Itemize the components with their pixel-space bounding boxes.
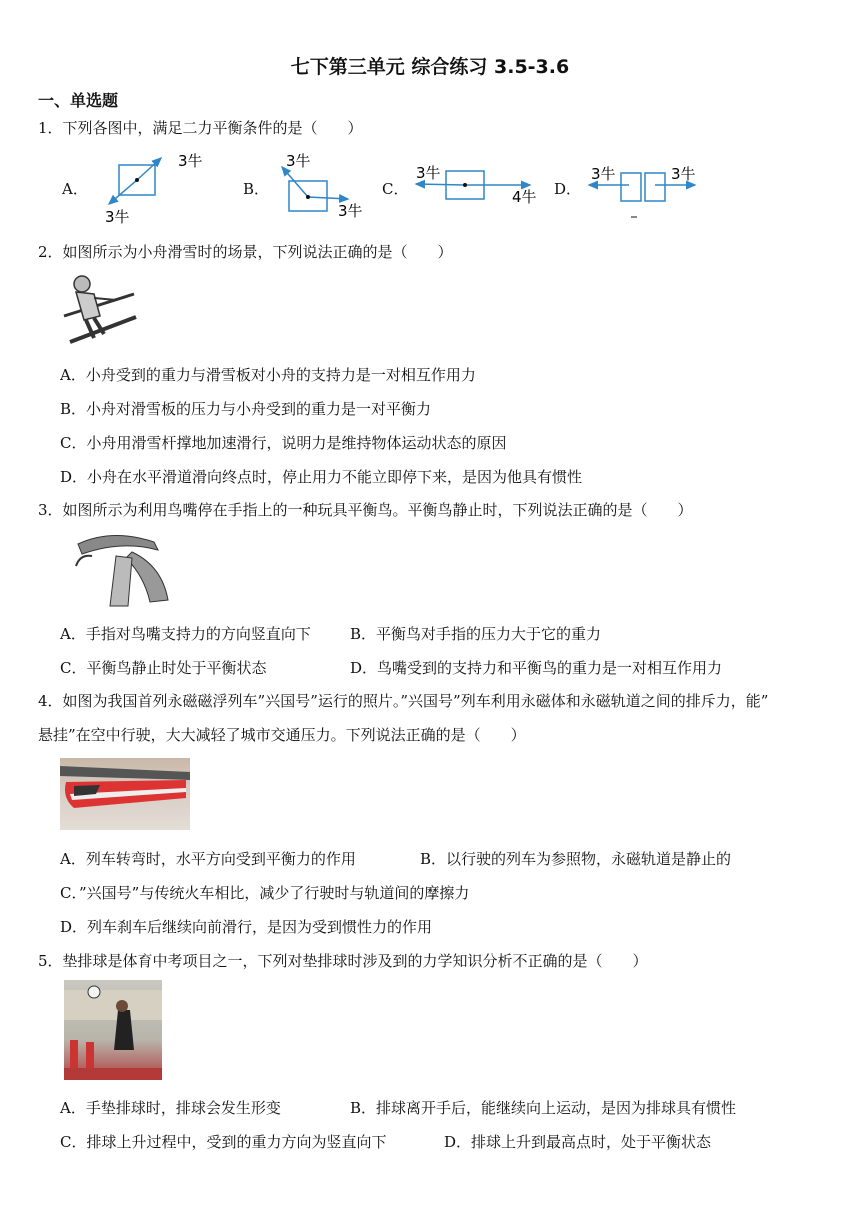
q2-option-d: D．小舟在水平滑道滑向终点时，停止用力不能立即停下来，是因为他具有惯性 bbox=[60, 468, 583, 486]
question-3-stem: 3．如图所示为利用鸟嘴停在手指上的一种玩具平衡鸟。平衡鸟静止时，下列说法正确的是（ ） bbox=[38, 501, 693, 519]
q1-figure-d bbox=[585, 155, 700, 225]
q2-option-c: C．小舟用滑雪杆撑地加速滑行，说明力是维持物体运动状态的原因 bbox=[60, 434, 507, 452]
q1-figure-c bbox=[410, 155, 540, 215]
q1-option-d-label: D． bbox=[554, 180, 582, 198]
q5-volleyball-photo bbox=[64, 980, 162, 1080]
q3-option-b: B．平衡鸟对手指的压力大于它的重力 bbox=[350, 625, 602, 643]
q1-c-force-right: 4牛 bbox=[512, 188, 537, 206]
q1-option-c-label: C． bbox=[382, 180, 409, 198]
q5-option-a: A．手垫排球时，排球会发生形变 bbox=[60, 1099, 281, 1117]
q2-option-a: A．小舟受到的重力与滑雪板对小舟的支持力是一对相互作用力 bbox=[60, 366, 476, 384]
q1-option-b-label: B． bbox=[243, 180, 270, 198]
q1-d-force-left: 3牛 bbox=[591, 165, 616, 183]
q4-option-d: D．列车刹车后继续向前滑行，是因为受到惯性力的作用 bbox=[60, 918, 433, 936]
q3-option-a: A．手指对鸟嘴支持力的方向竖直向下 bbox=[60, 625, 311, 643]
q1-option-a-label: A． bbox=[62, 180, 88, 198]
page-title: 七下第三单元 综合练习 3.5-3.6 bbox=[290, 56, 570, 78]
question-4-stem-line2: 悬挂”在空中行驶，大大减轻了城市交通压力。下列说法正确的是（ ） bbox=[38, 726, 526, 744]
q1-c-force-left: 3牛 bbox=[416, 164, 441, 182]
q1-a-force-top: 3牛 bbox=[178, 152, 203, 170]
q1-d-force-right: 3牛 bbox=[671, 165, 696, 183]
q3-option-d: D．鸟嘴受到的支持力和平衡鸟的重力是一对相互作用力 bbox=[350, 659, 723, 677]
q5-option-d: D．排球上升到最高点时，处于平衡状态 bbox=[444, 1133, 712, 1151]
q2-option-b: B．小舟对滑雪板的压力与小舟受到的重力是一对平衡力 bbox=[60, 400, 432, 418]
q2-skier-image bbox=[60, 272, 140, 347]
q4-option-a: A．列车转弯时，水平方向受到平衡力的作用 bbox=[60, 850, 356, 868]
q1-b-force-bottom: 3牛 bbox=[338, 202, 363, 220]
question-1-stem: 1．下列各图中，满足二力平衡条件的是（ ） bbox=[38, 119, 363, 137]
q1-figure-a bbox=[100, 150, 210, 226]
q4-option-c: C．”兴国号”与传统火车相比，减少了行驶时与轨道间的摩擦力 bbox=[60, 884, 470, 902]
q1-a-force-bottom: 3牛 bbox=[105, 208, 130, 226]
section-heading: 一、单选题 bbox=[38, 91, 119, 110]
question-5-stem: 5．垫排球是体育中考项目之一，下列对垫排球时涉及到的力学知识分析不正确的是（ ） bbox=[38, 952, 648, 970]
q4-option-b: B．以行驶的列车为参照物，永磁轨道是静止的 bbox=[420, 850, 732, 868]
q5-option-c: C．排球上升过程中，受到的重力方向为竖直向下 bbox=[60, 1133, 387, 1151]
q1-b-force-top: 3牛 bbox=[286, 152, 311, 170]
q3-balance-bird-image bbox=[72, 526, 172, 611]
q4-train-photo bbox=[60, 758, 190, 830]
q3-option-c: C．平衡鸟静止时处于平衡状态 bbox=[60, 659, 267, 677]
question-4-stem-line1: 4．如图为我国首列永磁磁浮列车”兴国号”运行的照片。”兴国号”列车利用永磁体和永磁轨道之间的排斥力，能” bbox=[38, 692, 769, 710]
q5-option-b: B．排球离开手后，能继续向上运动，是因为排球具有惯性 bbox=[350, 1099, 737, 1117]
question-2-stem: 2．如图所示为小舟滑雪时的场景，下列说法正确的是（ ） bbox=[38, 243, 453, 261]
q1-figure-b bbox=[276, 150, 376, 226]
